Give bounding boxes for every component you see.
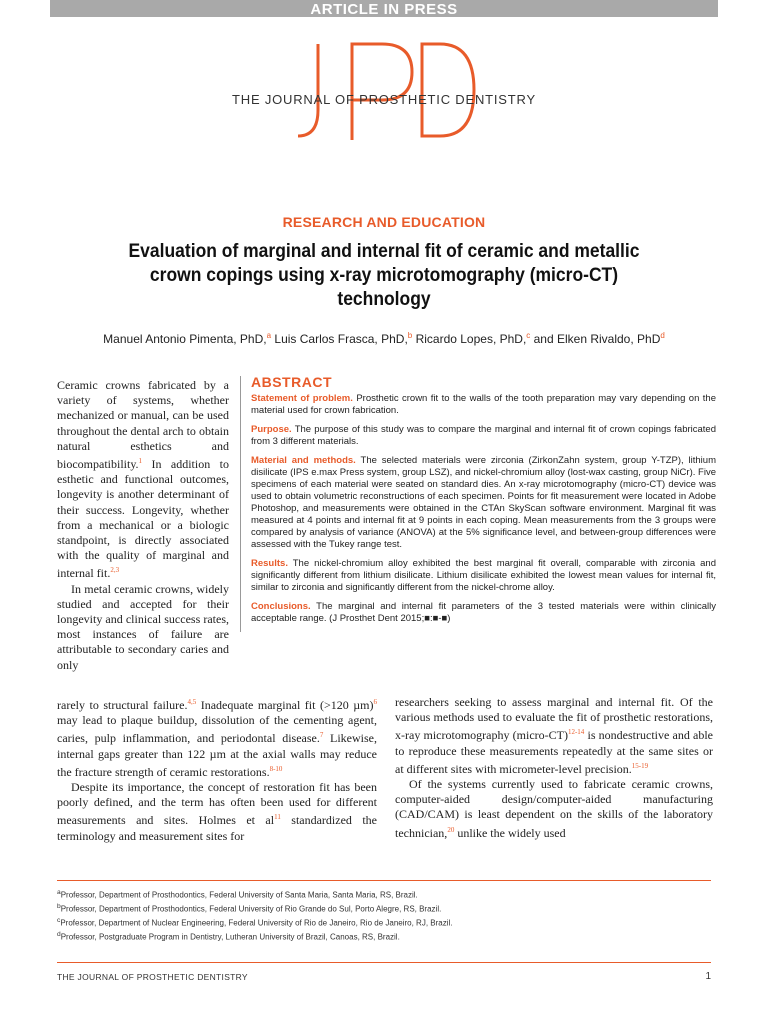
abstract-section: Results. The nickel-chromium alloy exhibited the best marginal fit overall, comparable with zirconia and significantly different from lithium disilicate. Lithium disilicate exhibited the lowest mean values for internal fit, similar to zirconia and significantly different from the nickel-chrome alloy. xyxy=(251,558,716,593)
citation[interactable]: 20 xyxy=(447,825,455,834)
abstract-section-label: Material and methods. xyxy=(251,455,356,466)
section-label: RESEARCH AND EDUCATION xyxy=(282,214,486,230)
paragraph: rarely to structural failure.$^{4,5}$ Inadequate marginal fit (>120 µm)$^6$ may lead to plaque buildup, dissolution of the cementing agent, caries, pulp inflammation, and periodontal disease.$^7$ Likewise, internal gaps greater than 122 µm at the axial walls may reduce the fracture strength of ceramic restorations.$^{8-10}$ xyxy=(57,698,377,779)
abstract-section-label: Purpose. xyxy=(251,424,292,435)
article-title: Evaluation of marginal and internal fit of ceramic and metallic crown copings using x-ray microtomography (micro-CT) technology xyxy=(128,241,640,310)
citation[interactable]: 7 xyxy=(319,731,324,740)
footnote: $^d$Professor, Postgraduate Program in Dentistry, Lutheran University of Brazil, Canoas, RS, Brazil. xyxy=(57,931,400,943)
footnote-divider xyxy=(57,880,711,881)
footnote: $^a$Professor, Department of Prosthodontics, Federal University of Santa Maria, Santa Maria, RS, Brazil. xyxy=(57,889,418,900)
paragraph: researchers seeking to assess marginal and internal fit. Of the various methods used to evaluate the fit of prosthetic restorations, x-ray microtomography (micro-CT)$^{12-14}$ is nondestructive and able to reproduce these measurements repeatedly at the same sites or at different sites with micrometer-level precision.$^{15-19}$ xyxy=(395,695,713,776)
paragraph: In metal ceramic crowns, widely studied and accepted for their longevity and clinical success rates, most instances of failure are attributable to secondary caries and only xyxy=(57,581,229,672)
abstract-section: Material and methods. The selected materials were zirconia (ZirkonZahn system, group Y-TZP), lithium disilicate (IPS e.max Press system, group LSZ), and nickel-chromium alloy (lost-wax casting, group NiCr). Five specimens of each material were seated on standard dies. An x-ray microtomography (micro-CT) device was used to obtain volumetric reconstructions of each specimen. Points for fit measurement were located in Adobe Photoshop, and measurements were obtained in the CTAn SkyScan software environment. Marginal fit was measured at 4 points and internal fit at 9 points in each coping. Mean measurements from the 3 groups were compared by analysis of variance (ANOVA) at the 5% significance level, and between-group differences were assessed with the Tukey range test. xyxy=(251,455,716,550)
citation[interactable]: 15-19 xyxy=(631,761,649,770)
abstract-section: Purpose. The purpose of this study was to compare the marginal and internal fit of crown copings fabricated from 3 different materials. xyxy=(251,424,716,447)
abstract-section-label: Results. xyxy=(251,558,288,569)
citation[interactable]: 6 xyxy=(373,698,377,706)
citation[interactable]: 12-14 xyxy=(567,728,585,737)
jpd-logo xyxy=(290,40,480,140)
citation[interactable]: 4,5 xyxy=(187,698,197,706)
journal-title: THE JOURNAL OF PROSTHETIC DENTISTRY xyxy=(232,92,536,107)
paragraph: Of the systems currently used to fabricate ceramic crowns, computer-aided design/computer-aided manufacturing (CAD/CAM) is least dependent on the skills of the laboratory technician,$^{20}$ unlike the widely used xyxy=(395,777,713,840)
citation[interactable]: 2,3 xyxy=(110,566,120,575)
abstract-section-label: Statement of problem. xyxy=(251,393,353,404)
affiliation-footnotes xyxy=(57,887,711,944)
body-left-column xyxy=(57,695,377,844)
author-name: and Elken Rivaldo, PhD xyxy=(530,332,661,346)
body-right-column xyxy=(395,695,713,841)
affiliation-mark: a xyxy=(266,331,272,340)
author-name: Ricardo Lopes, PhD, xyxy=(412,332,527,346)
abstract-box xyxy=(240,376,716,632)
footer-divider xyxy=(57,962,711,963)
intro-left-column xyxy=(57,378,229,673)
affiliation-mark: c xyxy=(526,331,531,340)
paragraph: Despite its importance, the concept of restoration fit has been poorly defined, and the term has often been used for different measurements and sites. Holmes et al$^{11}$ standardized the terminology and measurement sites for xyxy=(57,780,377,843)
paragraph: Ceramic crowns fabricated by a variety of systems, whether mechanized or manual, can be used throughout the dental arch to obtain natural esthetics and biocompatibility.$^1$ In addition to esthetic and functional outcomes, longevity is another determinant of their success. Longevity, whether from a mechanical or a biologic standpoint, is directly associated with the quality of marginal and internal fit.$^{2,3}$ xyxy=(57,378,229,581)
article-in-press-banner: ARTICLE IN PRESS xyxy=(50,0,718,17)
citation[interactable]: 1 xyxy=(138,457,143,466)
abstract-section-label: Conclusions. xyxy=(251,601,311,612)
author-name: Luis Carlos Frasca, PhD, xyxy=(271,332,408,346)
author-name: Manuel Antonio Pimenta, PhD, xyxy=(103,332,267,346)
affiliation-mark: b xyxy=(407,331,413,340)
citation[interactable]: 8-10 xyxy=(269,764,283,773)
abstract-heading: ABSTRACT xyxy=(251,374,332,390)
footnote: $^c$Professor, Department of Nuclear Engineering, Federal University of Rio de Janeiro, Rio de Janeiro, RJ, Brazil. xyxy=(57,917,453,928)
author-list xyxy=(40,331,728,346)
footnote: $^b$Professor, Department of Prosthodontics, Federal University of Rio Grande do Sul, Porto Alegre, RS, Brazil. xyxy=(57,903,442,914)
abstract-section: Conclusions. The marginal and internal fit parameters of the 3 tested materials were within clinically acceptable range. (J Prosthet Dent 2015;■:■-■) xyxy=(251,601,716,624)
footer-journal-name: THE JOURNAL OF PROSTHETIC DENTISTRY xyxy=(57,972,248,982)
page-number: 1 xyxy=(705,971,711,982)
citation[interactable]: 11 xyxy=(274,813,281,822)
affiliation-mark: d xyxy=(660,331,665,340)
abstract-section: Statement of problem. Prosthetic crown fit to the walls of the tooth preparation may vary depending on the material used for crown fabrication. xyxy=(251,393,717,416)
